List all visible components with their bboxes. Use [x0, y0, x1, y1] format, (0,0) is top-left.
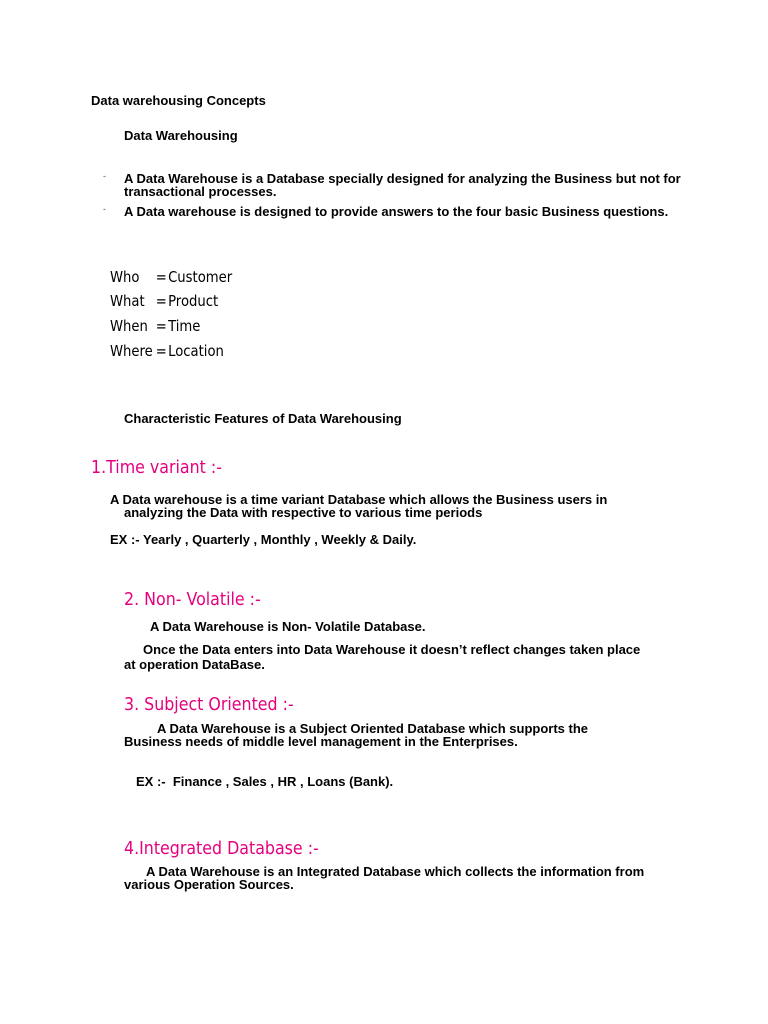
bullet-marker: - — [103, 171, 106, 181]
section-subtitle: Data Warehousing — [124, 128, 238, 143]
question-row — [110, 268, 232, 286]
subject-oriented-line: A Data Warehouse is a Subject Oriented Database which supports the — [157, 721, 589, 736]
question-row — [110, 317, 200, 335]
subject-oriented-example: EX :- Finance , Sales , HR , Loans (Bank). — [136, 774, 394, 789]
question-row — [110, 342, 224, 360]
heading-time-variant: 1.Time variant :- — [91, 457, 222, 478]
bullet-text: A Data warehouse is designed to provide answers to the four basic Business questions. — [124, 204, 669, 219]
heading-integrated-database: 4.Integrated Database :- — [124, 838, 319, 859]
bullet-marker: - — [103, 204, 106, 214]
heading-non-volatile: 2. Non- Volatile :- — [124, 589, 261, 610]
time-variant-example: EX :- Yearly , Quarterly , Monthly , Weekly & Daily. — [110, 532, 417, 547]
integrated-line: A Data Warehouse is an Integrated Database which collects the information from — [146, 864, 645, 879]
question-value: Location — [168, 342, 224, 360]
subject-oriented-line: Business needs of middle level management in the Enterprises. — [124, 734, 518, 749]
document-title: Data warehousing Concepts — [91, 93, 266, 108]
equals-sign: = — [155, 292, 167, 310]
bullet-text: A Data Warehouse is a Database specially designed for analyzing the Business but not for transactional processes. — [124, 171, 681, 199]
non-volatile-line: at operation DataBase. — [124, 657, 265, 672]
question-key: What — [110, 292, 145, 310]
features-heading: Characteristic Features of Data Warehousing — [124, 411, 402, 426]
heading-subject-oriented: 3. Subject Oriented :- — [124, 694, 294, 715]
bullet-item — [103, 172, 703, 198]
question-key: Where — [110, 342, 153, 360]
question-key: When — [110, 317, 148, 335]
equals-sign: = — [155, 317, 167, 335]
integrated-line: various Operation Sources. — [124, 877, 294, 892]
equals-sign: = — [155, 342, 167, 360]
non-volatile-line: A Data Warehouse is Non- Volatile Database. — [150, 619, 426, 634]
question-row — [110, 292, 218, 310]
question-value: Time — [168, 317, 201, 335]
question-value: Customer — [168, 268, 233, 286]
question-key: Who — [110, 268, 140, 286]
equals-sign: = — [155, 268, 167, 286]
question-value: Product — [168, 292, 219, 310]
time-variant-line: analyzing the Data with respective to various time periods — [124, 505, 483, 520]
time-variant-line: A Data warehouse is a time variant Database which allows the Business users in — [110, 492, 608, 507]
business-questions — [110, 268, 251, 368]
non-volatile-line: Once the Data enters into Data Warehouse it doesn’t reflect changes taken place — [143, 642, 641, 657]
bullet-item — [103, 205, 703, 231]
